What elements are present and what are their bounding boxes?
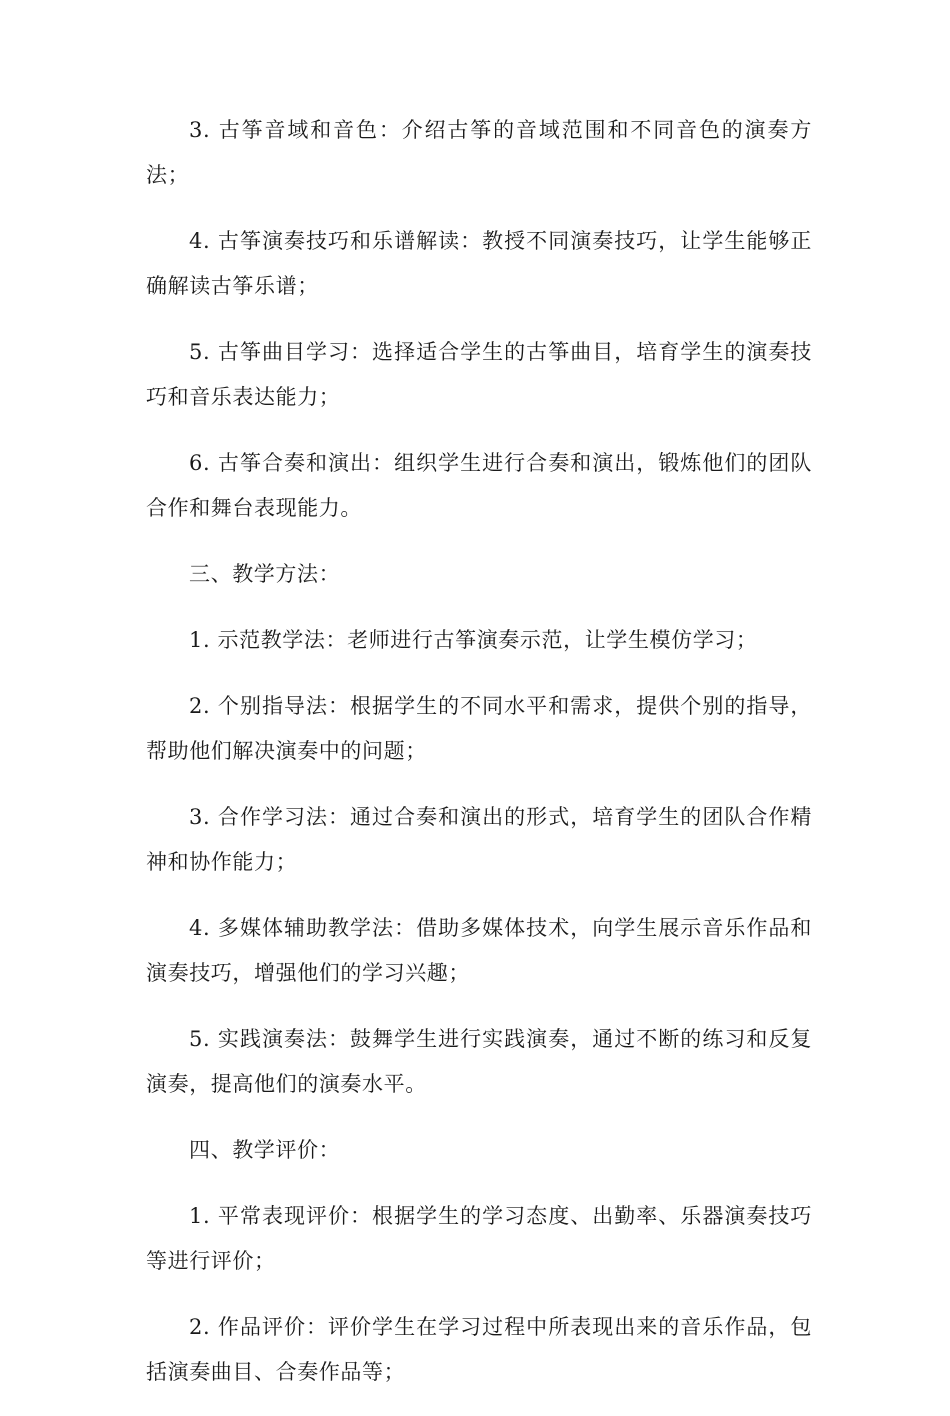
list-item-practice-performance: 5. 实践演奏法：鼓舞学生进行实践演奏，通过不断的练习和反复演奏，提高他们的演奏水平。 [146,1027,812,1096]
list-item-guzheng-repertoire: 5. 古筝曲目学习：选择适合学生的古筝曲目，培育学生的演奏技巧和音乐表达能力； [146,340,812,409]
list-item-daily-performance-evaluation: 1. 平常表现评价：根据学生的学习态度、出勤率、乐器演奏技巧等进行评价； [146,1204,812,1273]
list-item-multimedia-teaching: 4. 多媒体辅助教学法：借助多媒体技术，向学生展示音乐作品和演奏技巧，增强他们的学习兴趣； [146,916,812,985]
list-item-guzheng-ensemble: 6. 古筝合奏和演出：组织学生进行合奏和演出，锻炼他们的团队合作和舞台表现能力。 [146,451,812,520]
list-item-demonstration-method: 1. 示范教学法：老师进行古筝演奏示范，让学生模仿学习； [189,628,758,652]
list-item-individual-guidance: 2. 个别指导法：根据学生的不同水平和需求，提供个别的指导，帮助他们解决演奏中的问题； [146,694,812,763]
section-heading-teaching-methods: 三、教学方法： [189,562,341,586]
list-item-guzheng-range-timbre: 3. 古筝音域和音色：介绍古筝的音域范围和不同音色的演奏方法； [146,118,812,187]
list-item-cooperative-learning: 3. 合作学习法：通过合奏和演出的形式，培育学生的团队合作精神和协作能力； [146,805,812,874]
document-body [146,108,812,1416]
section-heading-teaching-evaluation: 四、教学评价： [189,1138,341,1162]
list-item-work-evaluation: 2. 作品评价：评价学生在学习过程中所表现出来的音乐作品，包括演奏曲目、合奏作品等； [146,1315,812,1384]
list-item-guzheng-techniques-score: 4. 古筝演奏技巧和乐谱解读：教授不同演奏技巧，让学生能够正确解读古筝乐谱； [146,229,812,298]
